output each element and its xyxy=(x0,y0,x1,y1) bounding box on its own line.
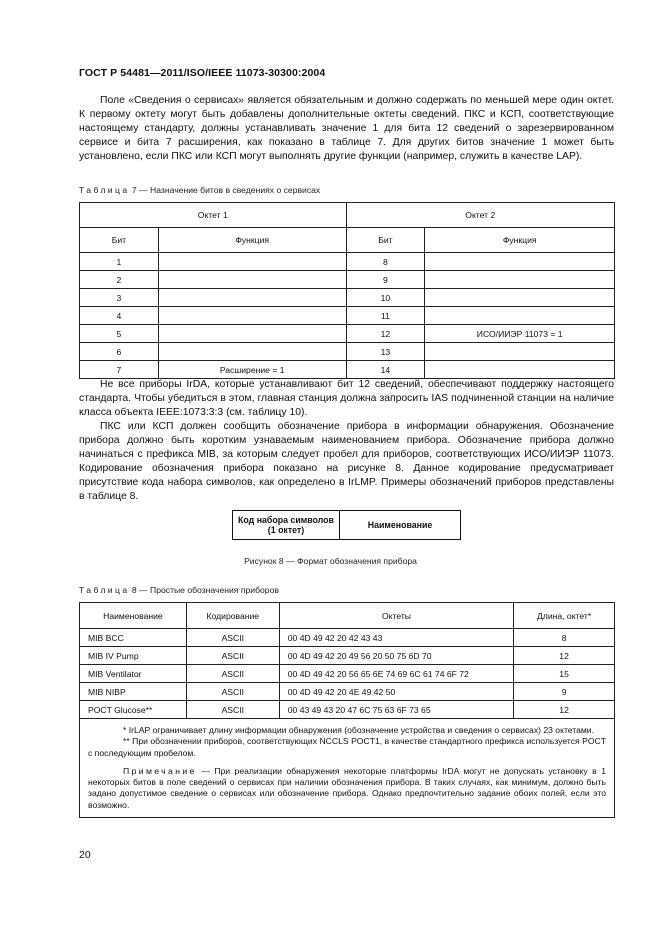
function-cell xyxy=(158,271,346,289)
table-row xyxy=(80,325,615,343)
name-cell: MIB NIBP xyxy=(80,683,187,701)
octets-cell: 00 4D 49 42 20 4E 49 42 50 xyxy=(279,683,513,701)
table-row xyxy=(80,343,615,361)
table8-note-text: — При реализации обнаружения некоторые платформы IrDA могут не допускать установку в 1 некоторых битов в поле сведений о сервисах при наличии обозначения прибора. В таких случаях, как минимум, должно быть задано допустимое сведение о сервисах или обозначение прибора. Однако предпочтительно задание обоих полей, если это возможно. xyxy=(88,765,606,810)
bit-cell: 9 xyxy=(346,271,425,289)
paragraph-service-info: Поле «Сведения о сервисах» является обязательным и должно содержать по меньшей мере один октет. К первому октету могут быть добавлены дополнительные октеты сведений. ПКС и КСП, соответствующие настоящему стандарту, должны устанавливать значение 1 для бита 12 сведений о зарезервированном сервисе и бита 7 расширения, как показано в таблице 7. Для других битов значение 1 может быть установлено, если ПКС или КСП могут выполнять другие функции (например, служить в качестве LAP). xyxy=(79,95,614,163)
table8-caption-text: 8 — Простые обозначения приборов xyxy=(129,585,279,595)
bit-cell: 12 xyxy=(346,325,425,343)
octets-cell: 00 4D 49 42 20 49 56 20 50 75 6D 70 xyxy=(279,647,513,665)
table8-caption xyxy=(79,585,279,595)
function-cell xyxy=(158,343,346,361)
table7-group-octet1: Октет 1 xyxy=(80,203,347,228)
name-cell: MIB BCC xyxy=(80,629,187,647)
octets-cell: 00 4D 49 42 20 56 65 6E 74 69 6C 61 74 6F 72 xyxy=(279,665,513,683)
table8 xyxy=(79,602,615,818)
octets-cell: 00 4D 49 42 20 42 43 43 xyxy=(279,629,513,647)
table-row xyxy=(80,253,615,271)
table-row xyxy=(80,683,615,701)
table8-notes xyxy=(80,719,615,818)
table7-header-function: Функция xyxy=(425,228,615,253)
table7-header-function: Функция xyxy=(158,228,346,253)
table-row xyxy=(80,629,615,647)
table8-header-encoding: Кодирование xyxy=(186,603,279,629)
function-cell: ИСО/ИИЭР 11073 = 1 xyxy=(425,325,615,343)
length-cell: 12 xyxy=(514,647,615,665)
figure8-caption: Рисунок 8 — Формат обозначения прибора xyxy=(244,556,417,566)
encoding-cell: ASCII xyxy=(186,701,279,719)
table7-caption-label: Таблица xyxy=(79,185,130,195)
bit-cell: 14 xyxy=(346,361,425,379)
bit-cell: 7 xyxy=(80,361,159,379)
octets-cell: 00 43 49 43 20 47 6C 75 63 6F 73 65 xyxy=(279,701,513,719)
encoding-cell: ASCII xyxy=(186,683,279,701)
table7 xyxy=(79,202,615,379)
encoding-cell: ASCII xyxy=(186,629,279,647)
table-row xyxy=(80,289,615,307)
table8-header-length: Длина, октет* xyxy=(514,603,615,629)
name-cell: MIB IV Pump xyxy=(80,647,187,665)
encoding-cell: ASCII xyxy=(186,665,279,683)
figure8-name-cell: Наименование xyxy=(367,520,433,530)
bit-cell: 2 xyxy=(80,271,159,289)
length-cell: 9 xyxy=(514,683,615,701)
table-row xyxy=(80,701,615,719)
length-cell: 8 xyxy=(514,629,615,647)
name-cell: POCT Glucose** xyxy=(80,701,187,719)
bit-cell: 11 xyxy=(346,307,425,325)
table-row xyxy=(80,665,615,683)
table7-group-octet2: Октет 2 xyxy=(346,203,614,228)
function-cell xyxy=(158,325,346,343)
bit-cell: 5 xyxy=(80,325,159,343)
figure8-charset-label: Код набора символов xyxy=(238,515,334,525)
page-number: 20 xyxy=(79,849,91,861)
function-cell xyxy=(425,253,615,271)
table8-note xyxy=(88,766,606,811)
table7-header-bit: Бит xyxy=(346,228,425,253)
function-cell: Расширение = 1 xyxy=(158,361,346,379)
function-cell xyxy=(158,289,346,307)
function-cell xyxy=(158,253,346,271)
document-header: ГОСТ Р 54481—2011/ISO/IEEE 11073-30300:2004 xyxy=(79,67,326,79)
table-row xyxy=(80,647,615,665)
bit-cell: 6 xyxy=(80,343,159,361)
table-row xyxy=(80,307,615,325)
table8-footnote-1: * IrLAP ограничивает длину информации обнаружения (обозначение устройства и сведения о сервисах) 23 октетами. xyxy=(123,725,594,735)
figure8-format-box xyxy=(232,510,461,540)
bit-cell: 3 xyxy=(80,289,159,307)
bit-cell: 13 xyxy=(346,343,425,361)
name-cell: MIB Ventilator xyxy=(80,665,187,683)
table-row xyxy=(80,271,615,289)
table7-caption xyxy=(79,185,320,195)
length-cell: 15 xyxy=(514,665,615,683)
bit-cell: 1 xyxy=(80,253,159,271)
function-cell xyxy=(425,289,615,307)
table7-caption-text: 7 — Назначение битов в сведениях о сервисах xyxy=(129,185,321,195)
figure8-charset-size: (1 октет) xyxy=(267,525,305,535)
function-cell xyxy=(425,307,615,325)
paragraph-irda-support: Не все приборы IrDA, которые устанавливают бит 12 сведений, обеспечивают поддержку настоящего стандарта. Чтобы убедиться в этом, главная станция должна запросить IAS подчиненной станции на наличие класса объекта IEEE:1073:3:3 (см. таблицу 10). xyxy=(79,379,614,419)
table8-caption-label: Таблица xyxy=(79,585,130,595)
function-cell xyxy=(425,343,615,361)
table8-footnote-2: ** При обозначении приборов, соответствующих NCCLS POCT1, в качестве стандартного префикса используется POCT с последующим пробелом. xyxy=(88,736,606,758)
function-cell xyxy=(425,271,615,289)
paragraph-device-designation: ПКС или КСП должен сообщить обозначение прибора в информации обнаружения. Обозначение прибора должно быть коротким узнаваемым наименованием прибора. Обозначение прибора должно начинаться с префикса MIB, за которым следует пробел для приборов, соответствующих ИСО/ИИЭР 11073. Кодирование обозначения прибора показано на рисунке 8. Данное кодирование предусматривает присутствие кода набора символов, как определено в IrLMP. Примеры обозначений приборов представлены в таблице 8. xyxy=(79,421,614,503)
length-cell: 12 xyxy=(514,701,615,719)
bit-cell: 10 xyxy=(346,289,425,307)
table8-header-name: Наименование xyxy=(80,603,187,629)
table8-header-octets: Октеты xyxy=(279,603,513,629)
function-cell xyxy=(425,361,615,379)
table7-header-bit: Бит xyxy=(80,228,159,253)
table8-note-label: Примечание xyxy=(123,765,197,776)
encoding-cell: ASCII xyxy=(186,647,279,665)
bit-cell: 4 xyxy=(80,307,159,325)
figure8-charset-cell xyxy=(233,511,340,539)
table-row xyxy=(80,361,615,379)
function-cell xyxy=(158,307,346,325)
bit-cell: 8 xyxy=(346,253,425,271)
